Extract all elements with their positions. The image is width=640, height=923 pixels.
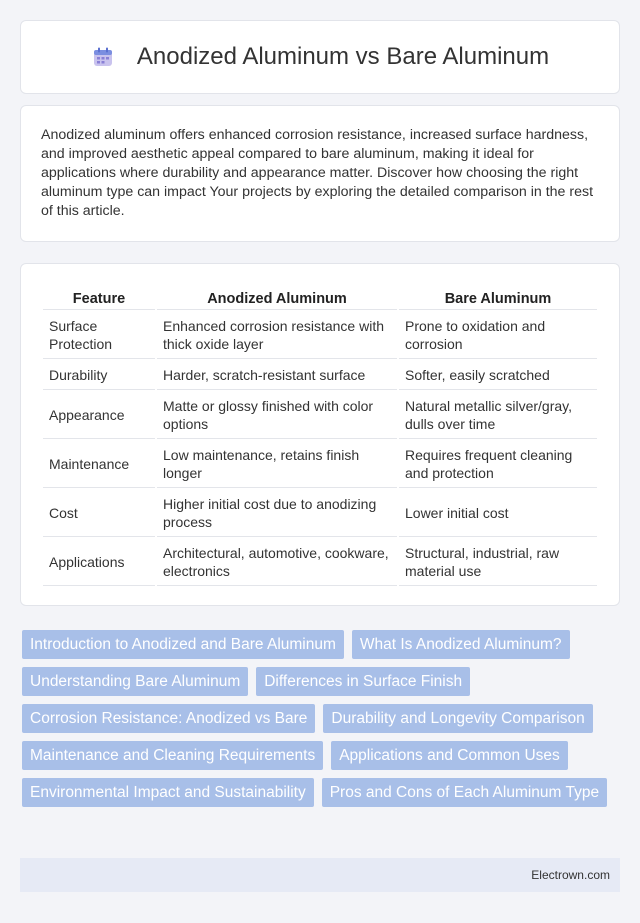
- footer-site[interactable]: Electrown.com: [531, 868, 610, 882]
- table-cell: Natural metallic silver/gray, dulls over time: [399, 392, 597, 439]
- tag-pros-cons[interactable]: Pros and Cons of Each Aluminum Type: [322, 778, 607, 807]
- table-cell: Appearance: [43, 392, 155, 439]
- table-cell: Harder, scratch-resistant surface: [157, 361, 397, 390]
- table-row: [43, 361, 597, 390]
- table-cell: Softer, easily scratched: [399, 361, 597, 390]
- table-cell: Cost: [43, 490, 155, 537]
- page-title: Anodized Aluminum vs Bare Aluminum: [136, 43, 550, 70]
- header-bare: Bare Aluminum: [399, 286, 597, 310]
- tag-surface-finish[interactable]: Differences in Surface Finish: [256, 667, 470, 696]
- table-row: [43, 490, 597, 537]
- table-cell: Structural, industrial, raw material use: [399, 539, 597, 586]
- table-cell: Enhanced corrosion resistance with thick oxide layer: [157, 312, 397, 359]
- tag-understanding-bare[interactable]: Understanding Bare Aluminum: [22, 667, 248, 696]
- comparison-table: [41, 284, 599, 588]
- tag-applications[interactable]: Applications and Common Uses: [331, 741, 568, 770]
- intro-text: Anodized aluminum offers enhanced corrosion resistance, increased surface hardness, and improved aesthetic appeal compared to bare aluminum, making it ideal for applications where durability and appearance matter. Discover how choosing the right aluminum type can impact Your projects by exploring the detailed comparison in the rest of this article.: [41, 127, 594, 219]
- table-cell: Durability: [43, 361, 155, 390]
- table-cell: Higher initial cost due to anodizing process: [157, 490, 397, 537]
- table-header-row: [43, 286, 597, 310]
- topic-tags: [22, 630, 622, 815]
- footer: [20, 858, 620, 892]
- table-cell: Architectural, automotive, cookware, electronics: [157, 539, 397, 586]
- tag-introduction[interactable]: Introduction to Anodized and Bare Aluminum: [22, 630, 344, 659]
- title-card: [20, 20, 620, 94]
- table-cell: Requires frequent cleaning and protection: [399, 441, 597, 488]
- tag-what-is-anodized[interactable]: What Is Anodized Aluminum?: [352, 630, 570, 659]
- table-cell: Matte or glossy finished with color options: [157, 392, 397, 439]
- table-cell: Low maintenance, retains finish longer: [157, 441, 397, 488]
- table-cell: Applications: [43, 539, 155, 586]
- calendar-icon: [91, 45, 115, 69]
- table-cell: Maintenance: [43, 441, 155, 488]
- table-row: [43, 392, 597, 439]
- tag-maintenance[interactable]: Maintenance and Cleaning Requirements: [22, 741, 323, 770]
- header-feature: Feature: [43, 286, 155, 310]
- table-row: [43, 312, 597, 359]
- table-cell: Prone to oxidation and corrosion: [399, 312, 597, 359]
- comparison-table-card: [20, 263, 620, 606]
- table-cell: Lower initial cost: [399, 490, 597, 537]
- tag-environmental[interactable]: Environmental Impact and Sustainability: [22, 778, 314, 807]
- header-anodized: Anodized Aluminum: [157, 286, 397, 310]
- tag-corrosion-resistance[interactable]: Corrosion Resistance: Anodized vs Bare: [22, 704, 315, 733]
- intro-card: [20, 105, 620, 242]
- tag-durability[interactable]: Durability and Longevity Comparison: [323, 704, 592, 733]
- table-cell: Surface Protection: [43, 312, 155, 359]
- table-row: [43, 441, 597, 488]
- table-row: [43, 539, 597, 586]
